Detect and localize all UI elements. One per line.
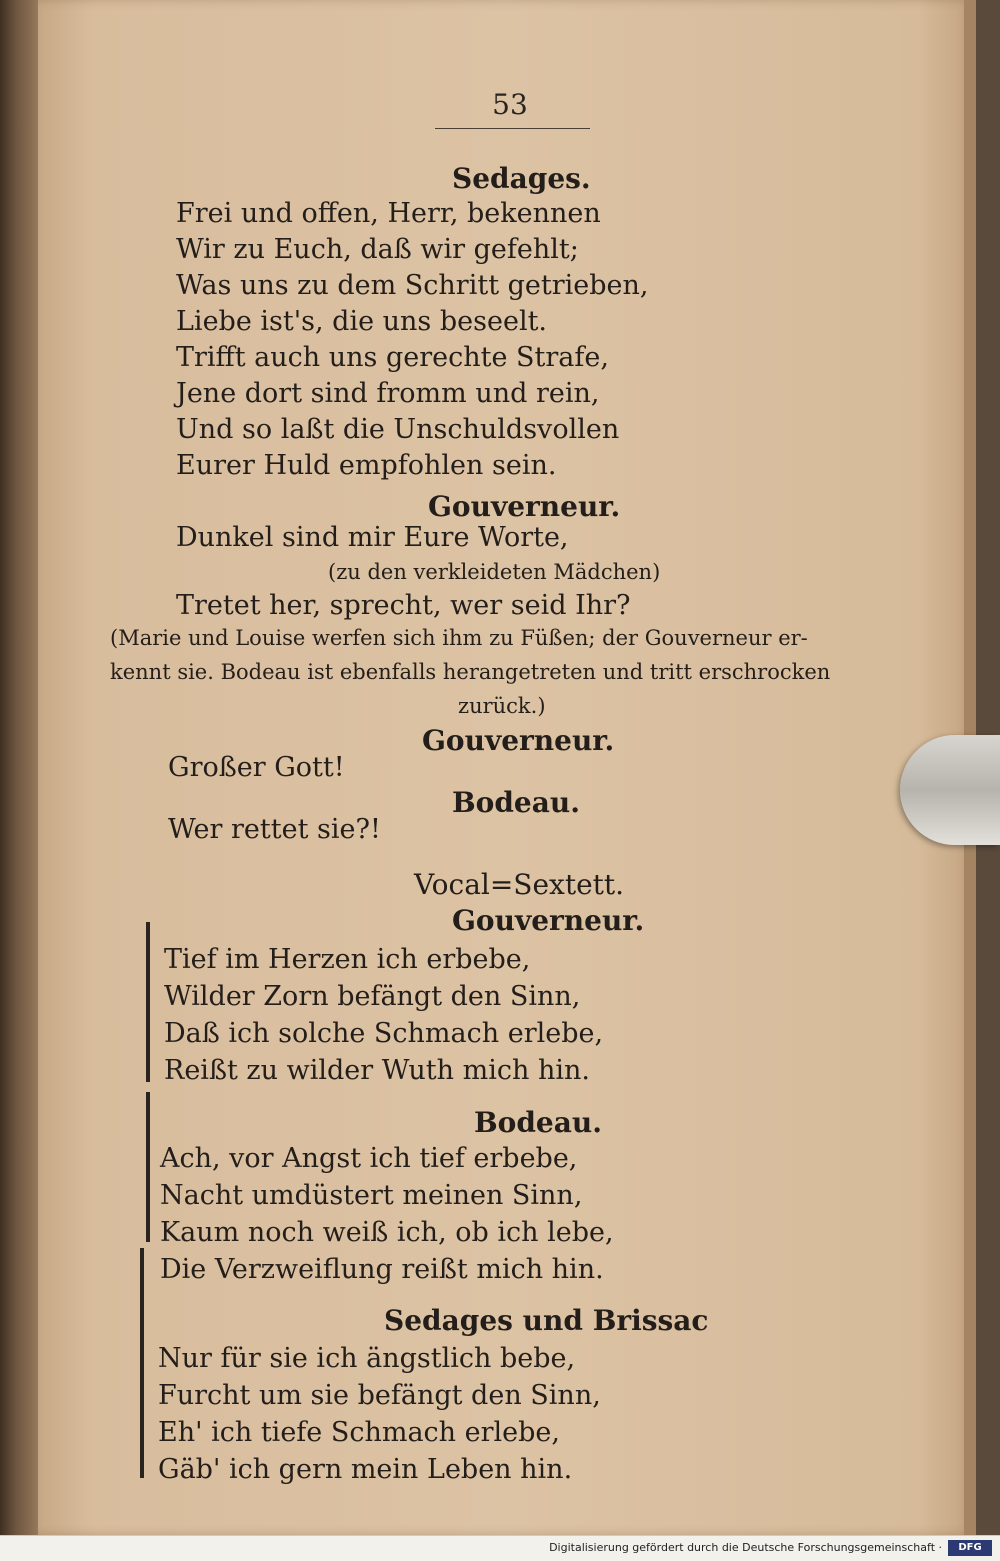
page-clip bbox=[900, 735, 1000, 845]
verse-line: Eh' ich tiefe Schmach erlebe, bbox=[158, 1417, 560, 1448]
verse-line: Gäb' ich gern mein Leben hin. bbox=[158, 1454, 573, 1485]
funding-credit: Digitalisierung gefördert durch die Deutsche Forschungsgemeinschaft · bbox=[549, 1541, 942, 1554]
verse-line: Was uns zu dem Schritt getrieben, bbox=[176, 270, 649, 301]
verse-line: Die Verzweiflung reißt mich hin. bbox=[160, 1254, 604, 1285]
verse-line: Trifft auch uns gerechte Strafe, bbox=[176, 342, 609, 373]
ensemble-bracket bbox=[146, 1092, 150, 1242]
verse-line: Liebe ist's, die uns beseelt. bbox=[176, 306, 548, 337]
ensemble-bracket bbox=[146, 922, 150, 1082]
section-title: Vocal=Sextett. bbox=[414, 868, 625, 901]
verse-line: Nacht umdüstert meinen Sinn, bbox=[160, 1180, 583, 1211]
verse-line: Wer rettet sie?! bbox=[168, 814, 381, 845]
header-rule bbox=[435, 128, 590, 129]
ensemble-bracket bbox=[140, 1248, 144, 1478]
speaker-heading: Gouverneur. bbox=[422, 724, 615, 757]
dfg-logo: DFG bbox=[948, 1540, 992, 1556]
verse-line: Wilder Zorn befängt den Sinn, bbox=[164, 981, 581, 1012]
verse-line: Und so laßt die Unschuldsvollen bbox=[176, 414, 620, 445]
verse-line: Daß ich solche Schmach erlebe, bbox=[164, 1018, 604, 1049]
speaker-heading: Sedages und Brissac bbox=[384, 1304, 709, 1337]
book-binding bbox=[0, 0, 40, 1560]
verse-line: Reißt zu wilder Wuth mich hin. bbox=[164, 1055, 590, 1086]
stage-direction-line: zurück.) bbox=[458, 694, 546, 718]
verse-line: Kaum noch weiß ich, ob ich lebe, bbox=[160, 1217, 614, 1248]
stage-direction-inline: (zu den verkleideten Mädchen) bbox=[328, 560, 661, 584]
verse-line: Ach, vor Angst ich tief erbebe, bbox=[160, 1143, 578, 1174]
verse-line: Großer Gott! bbox=[168, 752, 345, 783]
page-number: 53 bbox=[492, 88, 528, 121]
stage-direction-line: kennt sie. Bodeau ist ebenfalls herangetreten und tritt erschrocken bbox=[110, 660, 831, 684]
verse-line: Tretet her, sprecht, wer seid Ihr? bbox=[176, 590, 631, 621]
verse-line: Wir zu Euch, daß wir gefehlt; bbox=[176, 234, 579, 265]
verse-line: Dunkel sind mir Eure Worte, bbox=[176, 522, 569, 553]
stage-direction-line: (Marie und Louise werfen sich ihm zu Füßen; der Gouverneur er- bbox=[110, 626, 808, 650]
verse-line: Jene dort sind fromm und rein, bbox=[176, 378, 600, 409]
speaker-heading: Gouverneur. bbox=[452, 904, 645, 937]
speaker-heading: Sedages. bbox=[452, 162, 591, 195]
speaker-heading: Bodeau. bbox=[474, 1106, 602, 1139]
speaker-heading: Bodeau. bbox=[452, 786, 580, 819]
verse-line: Frei und offen, Herr, bekennen bbox=[176, 198, 601, 229]
verse-line: Tief im Herzen ich erbebe, bbox=[164, 944, 531, 975]
speaker-heading: Gouverneur. bbox=[428, 490, 621, 523]
verse-line: Furcht um sie befängt den Sinn, bbox=[158, 1380, 601, 1411]
verse-line: Nur für sie ich ängstlich bebe, bbox=[158, 1343, 576, 1374]
verse-line: Eurer Huld empfohlen sein. bbox=[176, 450, 557, 481]
